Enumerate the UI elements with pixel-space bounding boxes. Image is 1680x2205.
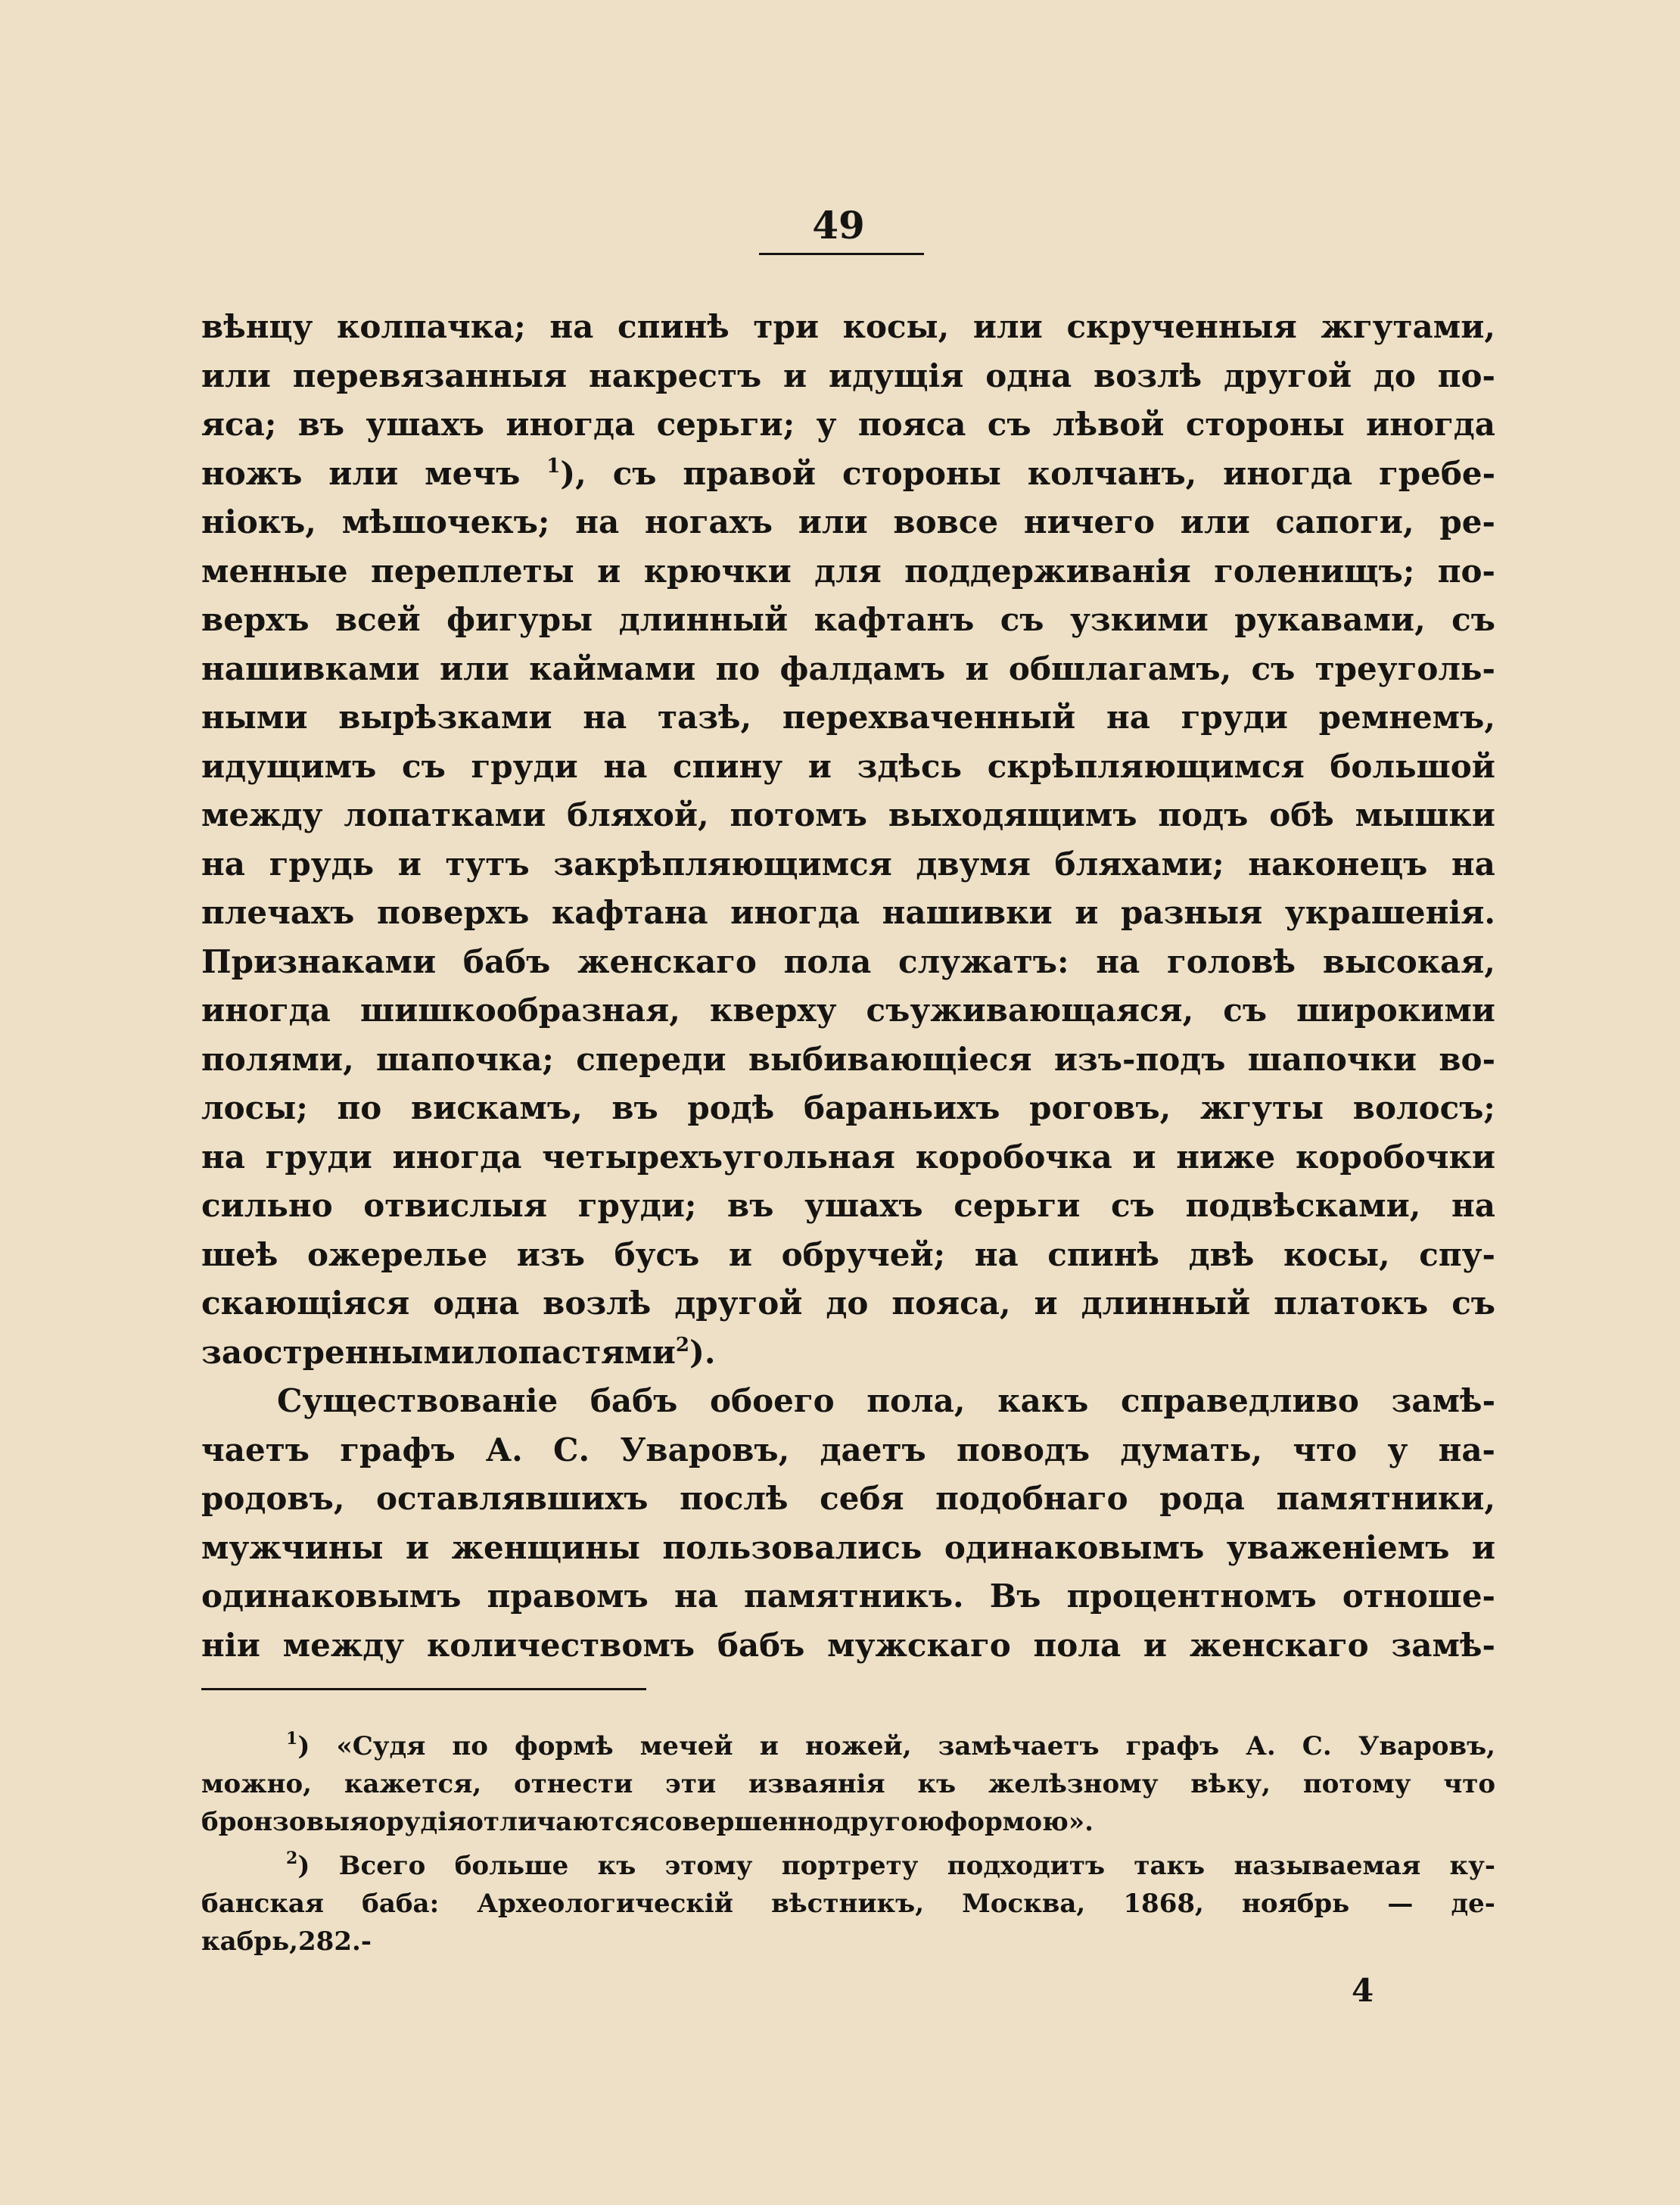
text-line: идущимъ съ груди на спину и здѣсь скрѣпляющимся большой <box>201 747 1495 785</box>
footnote-1 <box>201 1727 1495 1841</box>
text-line: на груди иногда четырехъугольная коробочка и ниже коробочки <box>201 1138 1495 1176</box>
main-text-second-paragraph <box>201 1377 1495 1670</box>
text-line: шеѣ ожерелье изъ бусъ и обручей; на спинѣ двѣ косы, спу- <box>201 1235 1495 1273</box>
footnote-line: $^1$) «Судя по формѣ мечей и ножей, замѣчаетъ графъ А. С. Уваровъ, <box>286 1729 1495 1761</box>
text-line: менные переплеты и крючки для поддерживанія голенищъ; по- <box>201 552 1495 590</box>
text-line: лосы; по вискамъ, въ родѣ бараньихъ роговъ, жгуты волосъ; <box>201 1089 1495 1126</box>
text-line: чаетъ графъ А. С. Уваровъ, даетъ поводъ думать, что у на- <box>201 1431 1495 1468</box>
text-line: одинаковымъ правомъ на памятникъ. Въ процентномъ отноше- <box>201 1577 1495 1615</box>
page-number-underline <box>759 253 924 255</box>
text-line: ными вырѣзками на тазѣ, перехваченный на груди ремнемъ, <box>201 699 1495 736</box>
footnote-line: можно, кажется, отнести эти изваянія къ желѣзному вѣку, потому что <box>201 1769 1495 1799</box>
page-number: 49 <box>812 203 865 248</box>
text-line: полями, шапочка; спереди выбивающіеся изъ-подъ шапочки во- <box>201 1040 1495 1078</box>
text-line: между лопатками бляхой, потомъ выходящимъ подъ обѣ мышки <box>201 796 1495 833</box>
main-text <box>201 303 1495 1377</box>
signature-mark: 4 <box>1352 1972 1374 2009</box>
footnote-line: бронзовыя орудія отличаются совершенно другою формою». <box>201 1807 1094 1837</box>
text-line: на грудь и тутъ закрѣпляющимся двумя бляхами; наконецъ на <box>201 845 1495 883</box>
text-line: яса; въ ушахъ иногда серьги; у пояса съ лѣвой стороны иногда <box>201 406 1495 443</box>
footnote-separator <box>201 1688 646 1690</box>
text-line: нашивками или каймами по фалдамъ и обшлагамъ, съ треуголь- <box>201 649 1495 687</box>
paragraph-existence-of-babas <box>201 1377 1495 1670</box>
text-line: родовъ, оставлявшихъ послѣ себя подобнаго рода памятники, <box>201 1480 1495 1517</box>
footnote-line: кабрь, 282. - <box>201 1926 372 1957</box>
text-line: Существованіе бабъ обоего пола, какъ справедливо замѣ- <box>277 1382 1495 1419</box>
text-line: или перевязанныя накрестъ и идущія одна возлѣ другой до по- <box>201 357 1495 394</box>
text-line: иногда шишкообразная, кверху съуживающаяся, съ широкими <box>201 992 1495 1029</box>
text-line: заостренными лопастями $^2$). <box>201 1333 716 1371</box>
text-line: сильно отвислыя груди; въ ушахъ серьги съ подвѣсками, на <box>201 1187 1495 1224</box>
paragraph-continued <box>201 303 1495 1377</box>
text-line: плечахъ поверхъ кафтана иногда нашивки и разныя украшенія. <box>201 894 1495 931</box>
text-line: скающіяся одна возлѣ другой до пояса, и длинный платокъ съ <box>201 1285 1495 1322</box>
footnote-line: $^2$) Всего больше къ этому портрету подходитъ такъ называемая ку- <box>286 1848 1495 1881</box>
text-line: мужчины и женщины пользовались одинаковымъ уваженіемъ и <box>201 1528 1495 1566</box>
footnote-line: банская баба: Археологическій вѣстникъ, Москва, 1868, ноябрь — де- <box>201 1889 1495 1919</box>
text-line: верхъ всей фигуры длинный кафтанъ съ узкими рукавами, съ <box>201 601 1495 638</box>
text-line: ножъ или мечъ $^1$), съ правой стороны колчанъ, иногда гребе- <box>201 454 1495 492</box>
text-line: Признаками бабъ женскаго пола служатъ: на головѣ высокая, <box>201 942 1495 980</box>
text-line: вѣнцу колпачка; на спинѣ три косы, или скрученныя жгутами, <box>201 308 1495 345</box>
text-line: ніокъ, мѣшочекъ; на ногахъ или вовсе ничего или сапоги, ре- <box>201 503 1495 540</box>
text-line: ніи между количествомъ бабъ мужскаго пола и женскаго замѣ- <box>201 1626 1495 1664</box>
footnote-2 <box>201 1847 1495 1961</box>
